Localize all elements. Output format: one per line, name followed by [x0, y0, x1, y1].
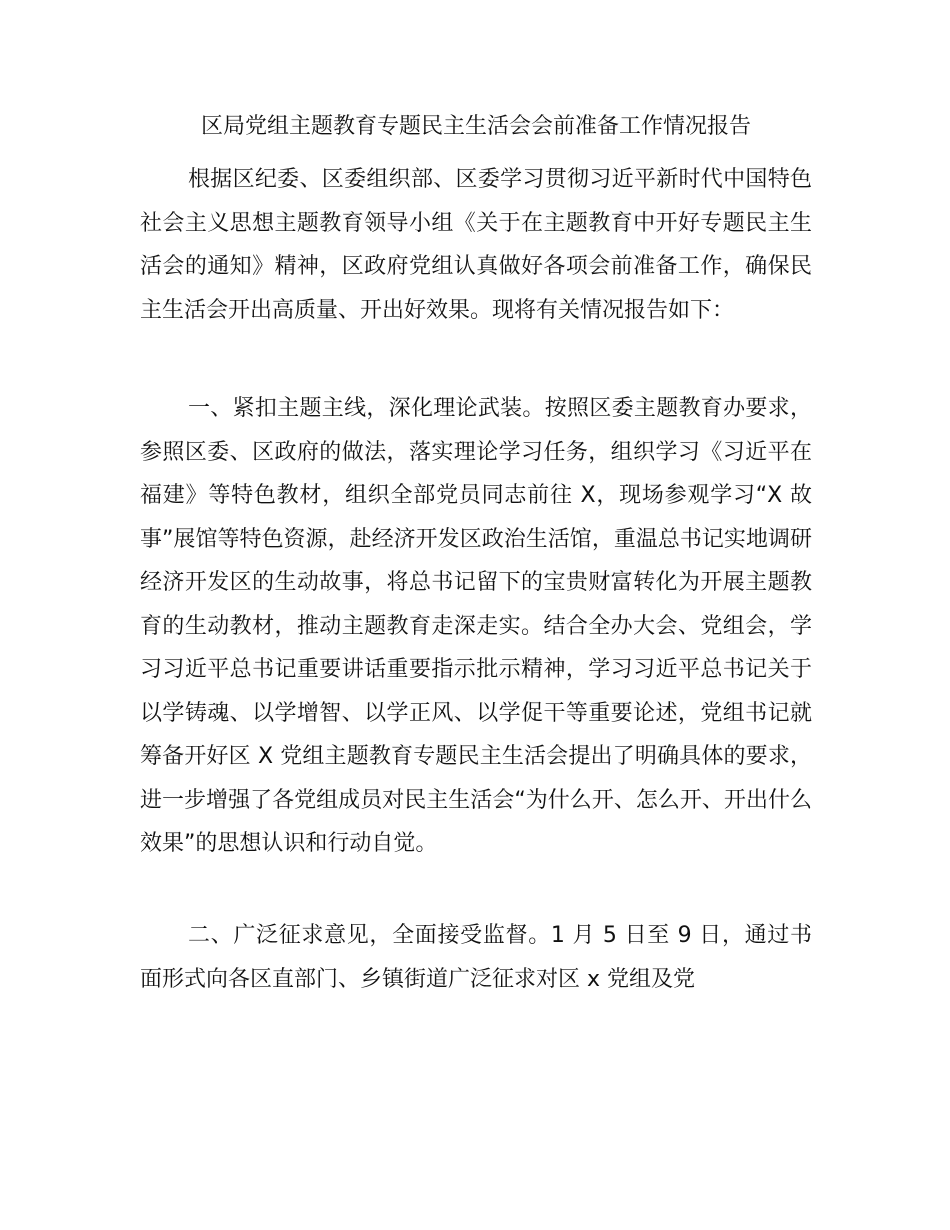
paragraph-intro [140, 158, 812, 332]
section-2-text: 1 月 5 日至 9 日，通过书面形式向各区直部门、乡镇街道广泛征求对区 x 党组及党 [140, 923, 812, 992]
section-2-heading: 二、广泛征求意见，全面接受监督。 [188, 923, 551, 948]
section-1-heading: 一、紧扣主题主线，深化理论武装。 [188, 396, 545, 421]
paragraph-intro-text: 根据区纪委、区委组织部、区委学习贯彻习近平新时代中国特色社会主义思想主题教育领导小组《关于在主题教育中开好专题民主生活会的通知》精神，区政府党组认真做好各项会前准备工作，确保民主生活会开出高质量、开出好效果。现将有关情况报告如下： [140, 167, 812, 323]
paragraph-section-2 [140, 914, 812, 1001]
section-1-text: 按照区委主题教育办要求，参照区委、区政府的做法，落实理论学习任务，组织学习《习近平在福建》等特色教材，组织全部党员同志前往 X，现场参观学习“X 故事”展馆等特色资源，赴经济开发区政治生活馆，重温总书记实地调研经济开发区的生动故事，将总书记留下的宝贵财富转化为开展主题教育的生动教材，推动主题教育走深走实。结合全办大会、党组会，学习习近平总书记重要讲话重要指示批示精神，学习习近平总书记关于以学铸魂、以学增智、以学正风、以学促干等重要论述，党组书记就筹备开好区 X 党组主题教育专题民主生活会提出了明确具体的要求，进一步增强了各党组成员对民主生活会“为什么开、怎么开、开出什么效果”的思想认识和行动自觉。 [140, 396, 812, 856]
paragraph-section-1 [140, 387, 812, 866]
document-title: 区局党组主题教育专题民主生活会会前准备工作情况报告 [200, 114, 751, 139]
